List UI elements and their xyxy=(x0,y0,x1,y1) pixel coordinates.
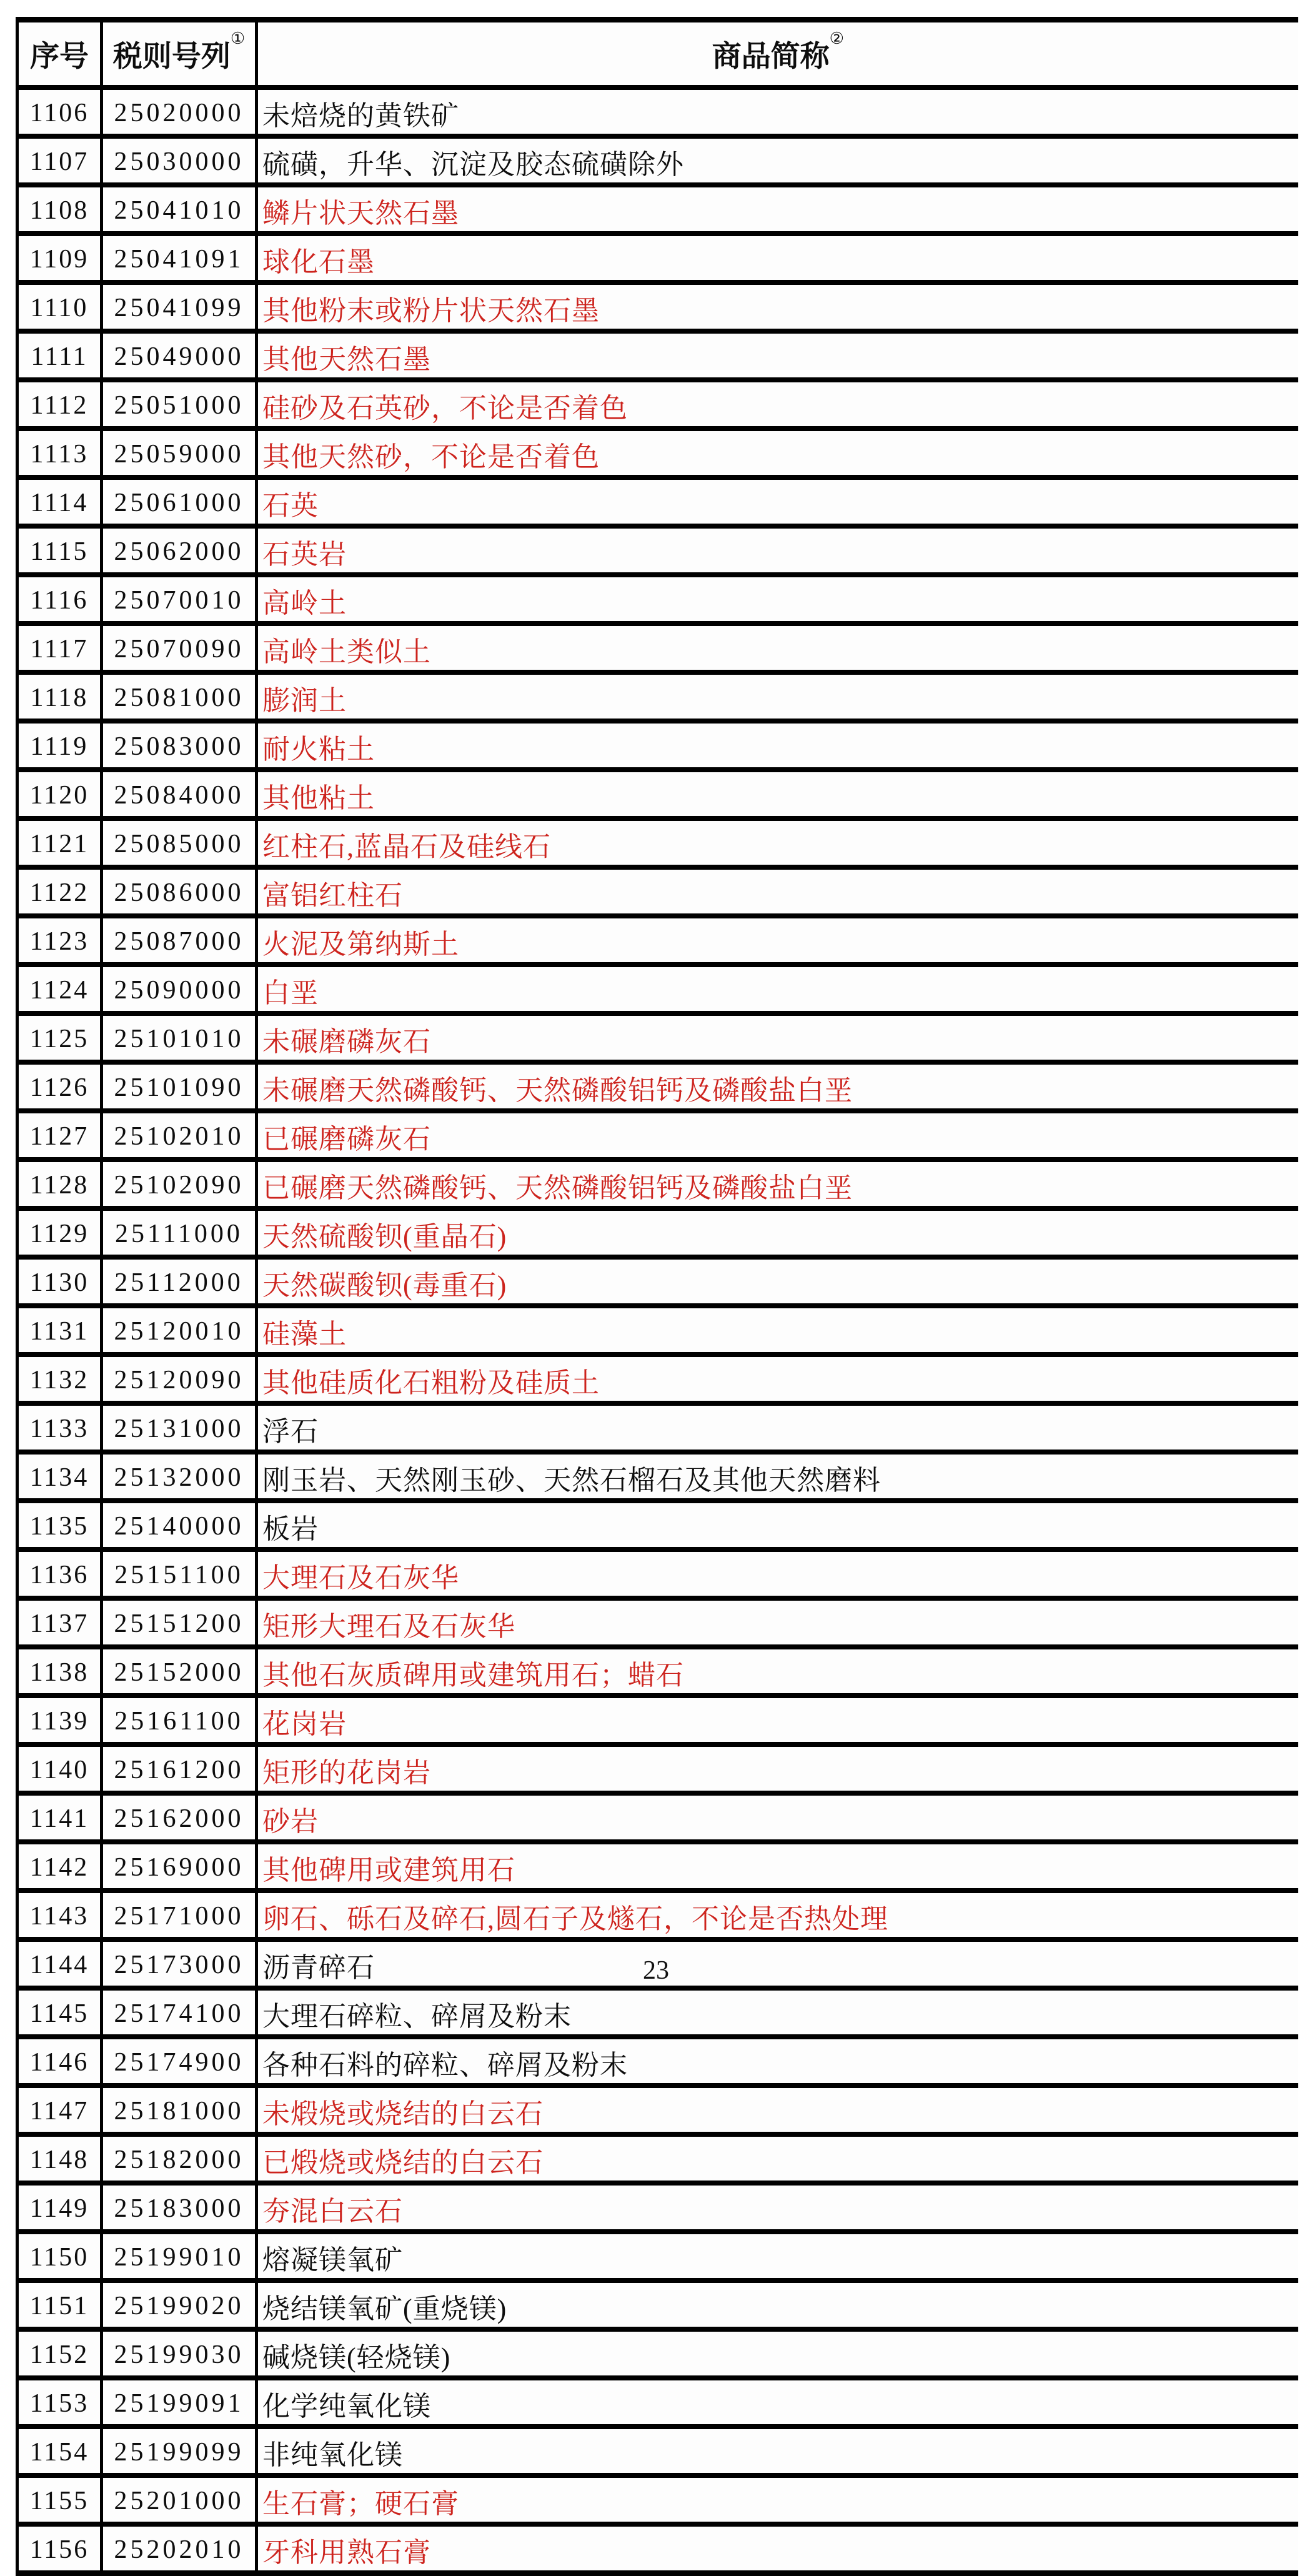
product-name-cell: 石英岩 xyxy=(257,526,1298,575)
table-row xyxy=(17,2329,1298,2378)
product-name-cell: 其他硅质化石粗粉及硅质土 xyxy=(257,1355,1298,1403)
serial-cell: 1109 xyxy=(17,234,102,282)
table-row xyxy=(17,185,1298,234)
serial-cell: 1111 xyxy=(17,331,102,380)
serial-cell: 1137 xyxy=(17,1598,102,1647)
serial-cell: 1110 xyxy=(17,282,102,331)
table-row xyxy=(17,867,1298,916)
header-serial xyxy=(17,20,102,88)
serial-cell: 1147 xyxy=(17,2086,102,2134)
serial-cell: 1115 xyxy=(17,526,102,575)
serial-cell: 1128 xyxy=(17,1160,102,1208)
table-row xyxy=(17,1403,1298,1452)
tariff-code-cell: 25199091 xyxy=(102,2378,257,2427)
product-name-cell: 大理石及石灰华 xyxy=(257,1549,1298,1598)
table-row xyxy=(17,429,1298,477)
table-row xyxy=(17,1793,1298,1842)
product-name-cell: 已碾磨天然磷酸钙、天然磷酸铝钙及磷酸盐白垩 xyxy=(257,1160,1298,1208)
tariff-code-cell: 25140000 xyxy=(102,1501,257,1549)
tariff-code-cell: 25041010 xyxy=(102,185,257,234)
tariff-code-cell: 25174100 xyxy=(102,1988,257,2037)
product-name-cell: 烧结镁氧矿(重烧镁) xyxy=(257,2280,1298,2329)
table-row xyxy=(17,818,1298,867)
tariff-code-cell: 25020000 xyxy=(102,87,257,136)
serial-cell: 1153 xyxy=(17,2378,102,2427)
header-name xyxy=(257,20,1298,88)
product-name-cell: 浮石 xyxy=(257,1403,1298,1452)
tariff-code-cell: 25201000 xyxy=(102,2475,257,2524)
tariff-code-cell: 25086000 xyxy=(102,867,257,916)
table-row xyxy=(17,575,1298,624)
table-row xyxy=(17,1208,1298,1257)
serial-cell: 1121 xyxy=(17,818,102,867)
serial-cell: 1156 xyxy=(17,2524,102,2574)
product-name-cell: 非纯氧化镁 xyxy=(257,2427,1298,2475)
page-number: 23 xyxy=(643,1956,669,1985)
tariff-code-cell: 25111000 xyxy=(102,1208,257,1257)
product-name-cell: 夯混白云石 xyxy=(257,2183,1298,2232)
tariff-code-cell: 25161200 xyxy=(102,1744,257,1793)
serial-cell: 1106 xyxy=(17,87,102,136)
table-row xyxy=(17,721,1298,770)
table-row xyxy=(17,1988,1298,2037)
table-row xyxy=(17,331,1298,380)
product-name-cell: 其他粘土 xyxy=(257,770,1298,818)
product-name-cell: 生石膏；硬石膏 xyxy=(257,2475,1298,2524)
product-name-cell: 膨润土 xyxy=(257,672,1298,721)
header-serial-label: 序号 xyxy=(30,40,89,73)
table-row xyxy=(17,965,1298,1013)
serial-cell: 1108 xyxy=(17,185,102,234)
tariff-code-cell: 25102090 xyxy=(102,1160,257,1208)
table-row xyxy=(17,1111,1298,1160)
product-name-cell: 未碾磨天然磷酸钙、天然磷酸铝钙及磷酸盐白垩 xyxy=(257,1062,1298,1111)
serial-cell: 1127 xyxy=(17,1111,102,1160)
product-name-cell: 碱烧镁(轻烧镁) xyxy=(257,2329,1298,2378)
tariff-code-cell: 25062000 xyxy=(102,526,257,575)
serial-cell: 1144 xyxy=(17,1939,102,1988)
serial-cell: 1117 xyxy=(17,624,102,672)
tariff-code-cell: 25199020 xyxy=(102,2280,257,2329)
product-name-cell: 其他碑用或建筑用石 xyxy=(257,1842,1298,1891)
serial-cell: 1116 xyxy=(17,575,102,624)
serial-cell: 1119 xyxy=(17,721,102,770)
table-row xyxy=(17,2183,1298,2232)
tariff-code-cell: 25030000 xyxy=(102,136,257,185)
serial-cell: 1122 xyxy=(17,867,102,916)
tariff-code-cell: 25171000 xyxy=(102,1891,257,1939)
table-header xyxy=(17,20,1298,88)
table-row xyxy=(17,1842,1298,1891)
serial-cell: 1146 xyxy=(17,2037,102,2086)
table-row xyxy=(17,2475,1298,2524)
product-name-cell: 富铝红柱石 xyxy=(257,867,1298,916)
serial-cell: 1123 xyxy=(17,916,102,965)
tariff-code-cell: 25041091 xyxy=(102,234,257,282)
table-row xyxy=(17,624,1298,672)
product-name-cell: 沥青碎石 xyxy=(257,1939,1298,1988)
serial-cell: 1154 xyxy=(17,2427,102,2475)
tariff-code-cell: 25181000 xyxy=(102,2086,257,2134)
tariff-code-cell: 25090000 xyxy=(102,965,257,1013)
tariff-code-cell: 25169000 xyxy=(102,1842,257,1891)
table-row xyxy=(17,1452,1298,1501)
tariff-code-cell: 25085000 xyxy=(102,818,257,867)
product-name-cell: 未碾磨磷灰石 xyxy=(257,1013,1298,1062)
header-code-label: 税则号列 xyxy=(112,40,231,73)
serial-cell: 1125 xyxy=(17,1013,102,1062)
product-name-cell: 其他天然砂，不论是否着色 xyxy=(257,429,1298,477)
serial-cell: 1155 xyxy=(17,2475,102,2524)
table-row xyxy=(17,282,1298,331)
product-name-cell: 矩形大理石及石灰华 xyxy=(257,1598,1298,1647)
serial-cell: 1141 xyxy=(17,1793,102,1842)
product-name-cell: 刚玉岩、天然刚玉砂、天然石榴石及其他天然磨料 xyxy=(257,1452,1298,1501)
serial-cell: 1142 xyxy=(17,1842,102,1891)
serial-cell: 1107 xyxy=(17,136,102,185)
serial-cell: 1151 xyxy=(17,2280,102,2329)
tariff-code-cell: 25152000 xyxy=(102,1647,257,1696)
serial-cell: 1134 xyxy=(17,1452,102,1501)
header-code-superscript: ① xyxy=(230,29,246,47)
table-row xyxy=(17,672,1298,721)
serial-cell: 1139 xyxy=(17,1696,102,1744)
product-name-cell: 球化石墨 xyxy=(257,234,1298,282)
tariff-code-cell: 25151100 xyxy=(102,1549,257,1598)
table-row xyxy=(17,1598,1298,1647)
header-code xyxy=(102,20,257,88)
table-row xyxy=(17,2134,1298,2183)
product-name-cell: 大理石碎粒、碎屑及粉末 xyxy=(257,1988,1298,2037)
serial-cell: 1130 xyxy=(17,1257,102,1306)
table-row xyxy=(17,1062,1298,1111)
serial-cell: 1131 xyxy=(17,1306,102,1355)
serial-cell: 1135 xyxy=(17,1501,102,1549)
tariff-code-cell: 25120090 xyxy=(102,1355,257,1403)
table-row xyxy=(17,1891,1298,1939)
table-row xyxy=(17,526,1298,575)
table-row xyxy=(17,1501,1298,1549)
serial-cell: 1120 xyxy=(17,770,102,818)
product-name-cell: 未焙烧的黄铁矿 xyxy=(257,87,1298,136)
product-name-cell: 硅藻土 xyxy=(257,1306,1298,1355)
product-name-cell: 已煅烧或烧结的白云石 xyxy=(257,2134,1298,2183)
table-row xyxy=(17,1744,1298,1793)
header-row xyxy=(17,20,1298,88)
tariff-code-cell: 25199030 xyxy=(102,2329,257,2378)
tariff-code-cell: 25101090 xyxy=(102,1062,257,1111)
tariff-code-cell: 25061000 xyxy=(102,477,257,526)
serial-cell: 1136 xyxy=(17,1549,102,1598)
tariff-code-cell: 25102010 xyxy=(102,1111,257,1160)
serial-cell: 1148 xyxy=(17,2134,102,2183)
tariff-code-cell: 25183000 xyxy=(102,2183,257,2232)
product-name-cell: 高岭土类似土 xyxy=(257,624,1298,672)
table-row xyxy=(17,1306,1298,1355)
serial-cell: 1124 xyxy=(17,965,102,1013)
table-row xyxy=(17,916,1298,965)
tariff-code-cell: 25120010 xyxy=(102,1306,257,1355)
tariff-code-cell: 25199099 xyxy=(102,2427,257,2475)
serial-cell: 1143 xyxy=(17,1891,102,1939)
serial-cell: 1129 xyxy=(17,1208,102,1257)
product-name-cell: 其他天然石墨 xyxy=(257,331,1298,380)
table-row xyxy=(17,2378,1298,2427)
tariff-code-cell: 25059000 xyxy=(102,429,257,477)
tariff-code-cell: 25162000 xyxy=(102,1793,257,1842)
product-name-cell: 红柱石,蓝晶石及硅线石 xyxy=(257,818,1298,867)
serial-cell: 1133 xyxy=(17,1403,102,1452)
table-row xyxy=(17,1647,1298,1696)
tariff-code-cell: 25051000 xyxy=(102,380,257,429)
table-row xyxy=(17,770,1298,818)
table-body xyxy=(17,87,1298,2574)
table-row xyxy=(17,2086,1298,2134)
table-row xyxy=(17,380,1298,429)
tariff-code-cell: 25070010 xyxy=(102,575,257,624)
tariff-code-cell: 25049000 xyxy=(102,331,257,380)
tariff-code-cell: 25131000 xyxy=(102,1403,257,1452)
tariff-code-cell: 25199010 xyxy=(102,2232,257,2280)
product-name-cell: 天然碳酸钡(毒重石) xyxy=(257,1257,1298,1306)
table-row xyxy=(17,2524,1298,2574)
tariff-code-cell: 25161100 xyxy=(102,1696,257,1744)
table-row xyxy=(17,2037,1298,2086)
serial-cell: 1118 xyxy=(17,672,102,721)
serial-cell: 1150 xyxy=(17,2232,102,2280)
product-name-cell: 卵石、砾石及碎石,圆石子及燧石，不论是否热处理 xyxy=(257,1891,1298,1939)
serial-cell: 1138 xyxy=(17,1647,102,1696)
product-name-cell: 其他石灰质碑用或建筑用石；蜡石 xyxy=(257,1647,1298,1696)
product-name-cell: 耐火粘土 xyxy=(257,721,1298,770)
tariff-code-cell: 25101010 xyxy=(102,1013,257,1062)
table-row xyxy=(17,2232,1298,2280)
serial-cell: 1132 xyxy=(17,1355,102,1403)
product-name-cell: 熔凝镁氧矿 xyxy=(257,2232,1298,2280)
product-name-cell: 高岭土 xyxy=(257,575,1298,624)
serial-cell: 1112 xyxy=(17,380,102,429)
tariff-code-cell: 25174900 xyxy=(102,2037,257,2086)
tariff-code-cell: 25202010 xyxy=(102,2524,257,2574)
product-name-cell: 各种石料的碎粒、碎屑及粉末 xyxy=(257,2037,1298,2086)
tariff-code-cell: 25132000 xyxy=(102,1452,257,1501)
product-name-cell: 石英 xyxy=(257,477,1298,526)
serial-cell: 1152 xyxy=(17,2329,102,2378)
tariff-table-container xyxy=(16,17,1296,2576)
table-row xyxy=(17,1257,1298,1306)
table-row xyxy=(17,477,1298,526)
tariff-code-cell: 25182000 xyxy=(102,2134,257,2183)
tariff-code-cell: 25087000 xyxy=(102,916,257,965)
tariff-code-cell: 25081000 xyxy=(102,672,257,721)
product-name-cell: 鳞片状天然石墨 xyxy=(257,185,1298,234)
serial-cell: 1114 xyxy=(17,477,102,526)
table-row xyxy=(17,1696,1298,1744)
product-name-cell: 其他粉末或粉片状天然石墨 xyxy=(257,282,1298,331)
table-row xyxy=(17,1013,1298,1062)
table-row xyxy=(17,1160,1298,1208)
product-name-cell: 花岗岩 xyxy=(257,1696,1298,1744)
table-row xyxy=(17,1549,1298,1598)
product-name-cell: 化学纯氧化镁 xyxy=(257,2378,1298,2427)
tariff-code-cell: 25083000 xyxy=(102,721,257,770)
tariff-code-cell: 25173000 xyxy=(102,1939,257,1988)
tariff-table xyxy=(16,17,1298,2576)
table-row xyxy=(17,234,1298,282)
table-row xyxy=(17,87,1298,136)
product-name-cell: 天然硫酸钡(重晶石) xyxy=(257,1208,1298,1257)
serial-cell: 1145 xyxy=(17,1988,102,2037)
serial-cell: 1126 xyxy=(17,1062,102,1111)
header-name-label: 商品简称 xyxy=(712,40,830,73)
tariff-code-cell: 25151200 xyxy=(102,1598,257,1647)
table-row xyxy=(17,2427,1298,2475)
product-name-cell: 未煅烧或烧结的白云石 xyxy=(257,2086,1298,2134)
product-name-cell: 火泥及第纳斯土 xyxy=(257,916,1298,965)
product-name-cell: 已碾磨磷灰石 xyxy=(257,1111,1298,1160)
product-name-cell: 牙科用熟石膏 xyxy=(257,2524,1298,2574)
product-name-cell: 板岩 xyxy=(257,1501,1298,1549)
product-name-cell: 白垩 xyxy=(257,965,1298,1013)
product-name-cell: 硅砂及石英砂，不论是否着色 xyxy=(257,380,1298,429)
product-name-cell: 硫磺，升华、沉淀及胶态硫磺除外 xyxy=(257,136,1298,185)
table-row xyxy=(17,136,1298,185)
header-name-superscript: ② xyxy=(829,29,844,47)
tariff-code-cell: 25041099 xyxy=(102,282,257,331)
tariff-code-cell: 25070090 xyxy=(102,624,257,672)
tariff-code-cell: 25084000 xyxy=(102,770,257,818)
product-name-cell: 砂岩 xyxy=(257,1793,1298,1842)
product-name-cell: 矩形的花岗岩 xyxy=(257,1744,1298,1793)
serial-cell: 1140 xyxy=(17,1744,102,1793)
serial-cell: 1113 xyxy=(17,429,102,477)
table-row xyxy=(17,1355,1298,1403)
tariff-code-cell: 25112000 xyxy=(102,1257,257,1306)
table-row xyxy=(17,2280,1298,2329)
serial-cell: 1149 xyxy=(17,2183,102,2232)
